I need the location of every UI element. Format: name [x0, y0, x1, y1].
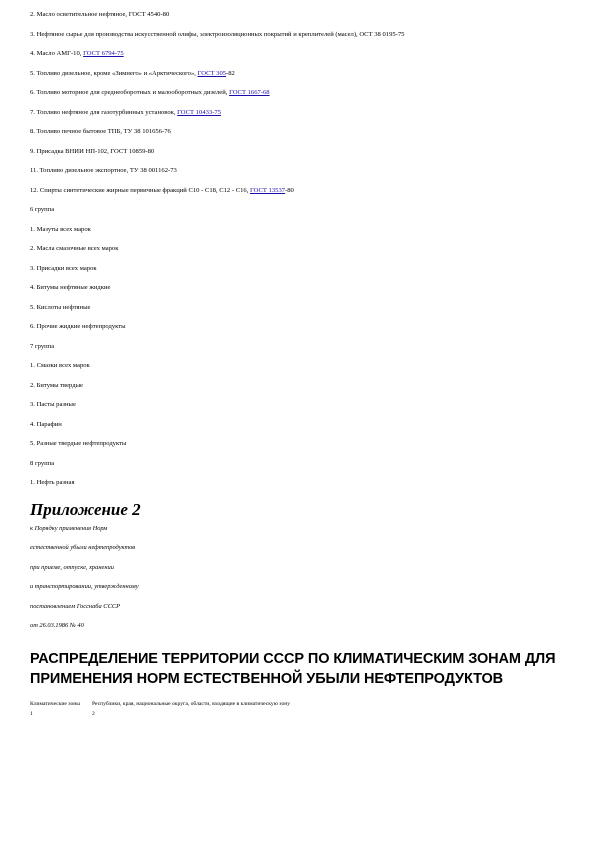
list-item [30, 264, 575, 284]
list-item [30, 322, 575, 342]
list-item-suffix: -80 [285, 186, 294, 194]
document-page [30, 10, 575, 718]
list-item-text: 2. Масло осветительное нефтяное, ГОСТ 4540-80 [30, 11, 170, 18]
list-item-text: 5. Кислоты нефтяные [30, 303, 91, 311]
list-item [30, 342, 575, 362]
list-item [30, 166, 575, 186]
column-header-zones: Климатические зоны [30, 700, 81, 707]
list-item [30, 420, 575, 440]
list-item [30, 69, 575, 89]
list-item [30, 400, 575, 420]
list-item-text: 5. Разные твердые нефтепродукты [30, 440, 127, 447]
list-item [30, 186, 575, 206]
appendix-line: к Порядку применения Норм [30, 524, 108, 532]
list-item-text: 9. Присадка ВНИИ НП-102, ГОСТ 10859-80 [30, 147, 155, 155]
list-item-text: 6. Топливо моторное для среднеоборотных и малооборотных дизелей, [30, 89, 230, 96]
appendix-line: от 26.03.1986 № 40 [30, 622, 84, 629]
list-item-text: 1. Мазуты всех марок [30, 225, 91, 233]
table-header-row [30, 701, 575, 708]
list-item [30, 303, 575, 323]
list-item-text: 1. Нефть разная [30, 479, 75, 486]
section-heading: РАСПРЕДЕЛЕНИЕ ТЕРРИТОРИИ СССР ПО КЛИМАТИЧЕСКИМ ЗОНАМ ДЛЯ ПРИМЕНЕНИЯ НОРМ ЕСТЕСТВЕННОЙ УБЫЛИ НЕФТЕПРОДУКТОВ [30, 650, 556, 687]
gost-link[interactable]: ГОСТ 10433-75 [177, 108, 221, 116]
appendix-line: постановлением Госснаба СССР [30, 602, 120, 610]
list-item-text: 6. Прочие жидкие нефтепродукты [30, 323, 126, 330]
table-row [30, 711, 575, 718]
list-item [30, 30, 575, 50]
table-cell: 1 [30, 710, 33, 717]
list-item-text: 6 группа [30, 206, 55, 213]
appendix-line: при приеме, отпуске, хранении [30, 563, 114, 571]
list-item-text: 12. Спирты синтетические жирные первичные фракций С10 - С18, С12 - С16, [30, 186, 250, 194]
list-item-text: 5. Топливо дизельное, кроме «Зимнего» и «Арктического», [30, 69, 198, 77]
column-header-regions: Республики, края, национальные округа, области, входящие в климатическую зону [92, 700, 291, 707]
list-item [30, 10, 575, 30]
list-item-text: 3. Присадки всех марок [30, 264, 97, 272]
list-item [30, 439, 575, 459]
list-item-suffix: -82 [226, 69, 235, 77]
list-item-text: 4. Битумы нефтяные жидкие [30, 284, 111, 291]
list-item [30, 244, 575, 264]
list-item-text: 3. Пасты разные [30, 401, 76, 408]
appendix-line: естественной убыли нефтепродуктов [30, 544, 136, 551]
list-item-text: 8 группа [30, 459, 55, 467]
list-item [30, 459, 575, 479]
list-item [30, 283, 575, 303]
list-item-text: 4. Масло АМГ-10, [30, 50, 84, 57]
gost-link[interactable]: ГОСТ 13537 [250, 186, 286, 194]
appendix-line: и транспортировании, утвержденному [30, 583, 139, 590]
gost-link[interactable]: ГОСТ 6794-75 [83, 50, 124, 57]
list-item-text: 8. Топливо печное бытовое ТПБ, ТУ 38 101656-76 [30, 128, 171, 135]
list-item-text: 2. Битумы твердые [30, 381, 83, 389]
gost-link[interactable]: ГОСТ 305 [197, 69, 227, 77]
list-item [30, 478, 575, 498]
appendix-title: Приложение 2 [30, 499, 141, 519]
list-item [30, 381, 575, 401]
product-list [30, 10, 575, 498]
zones-table [30, 701, 575, 718]
list-item [30, 127, 575, 147]
list-item-text: 11. Топливо дизельное экспортное, ТУ 38 001162-73 [30, 167, 177, 174]
list-item-text: 7. Топливо нефтяное для газотурбинных установок, [30, 108, 178, 116]
list-item-text: 2. Масла смазочные всех марок [30, 245, 119, 252]
list-item [30, 147, 575, 167]
appendix-info [30, 524, 575, 641]
list-item [30, 225, 575, 245]
table-cell: 2 [92, 710, 95, 717]
list-item [30, 205, 575, 225]
list-item [30, 49, 575, 69]
list-item [30, 108, 575, 128]
list-item-text: 7 группа [30, 342, 55, 350]
gost-link[interactable]: ГОСТ 1667-68 [229, 89, 270, 96]
list-item-text: 1. Смазки всех марок [30, 362, 90, 369]
list-item [30, 88, 575, 108]
list-item-text: 4. Парафин [30, 420, 62, 428]
list-item [30, 361, 575, 381]
list-item-text: 3. Нефтяное сырье для производства искусственной олифы, электроизоляционных покрытий и креплителей (масел), ОСТ 38 0195-75 [30, 30, 405, 38]
